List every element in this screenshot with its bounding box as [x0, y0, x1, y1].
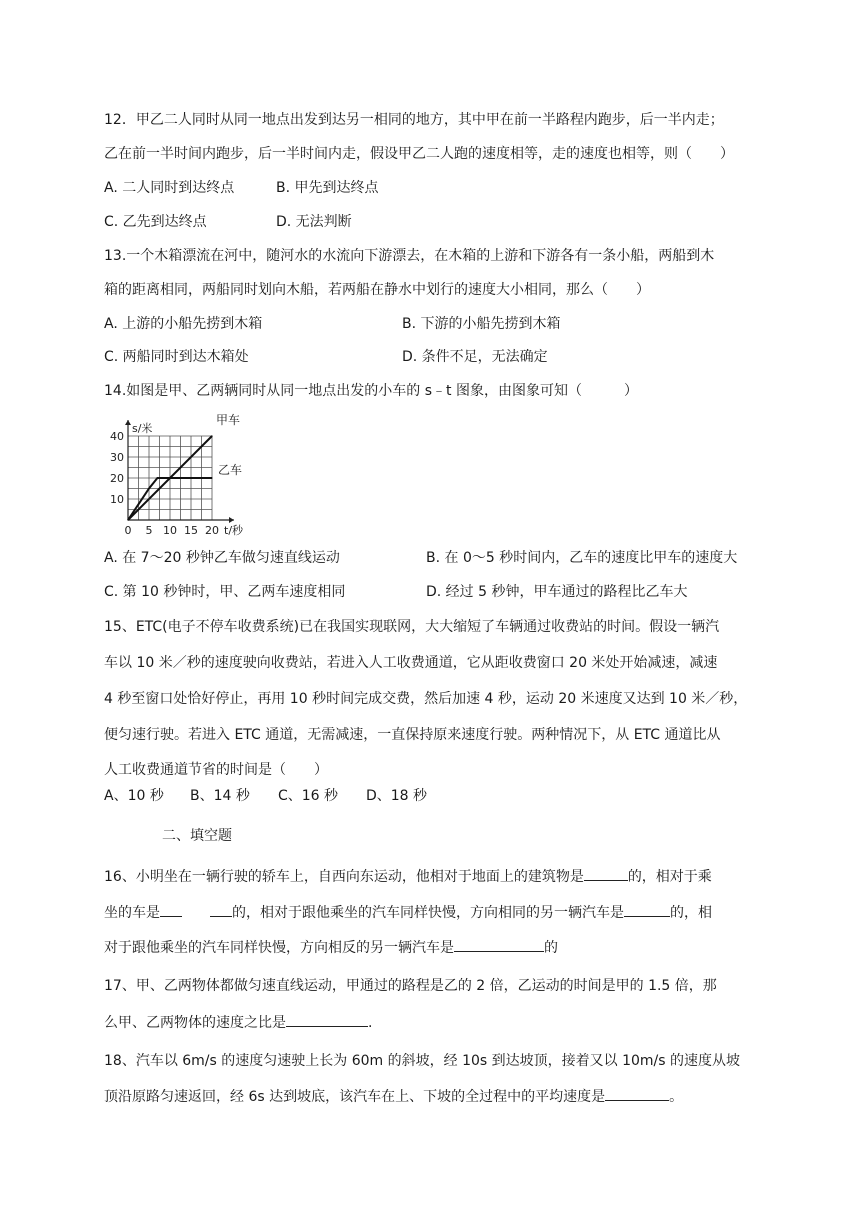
q13-option-d: D. 条件不足，无法确定: [402, 349, 548, 365]
q18-text-2b: 。: [669, 1089, 684, 1105]
q15-option-a: A、10 秒: [104, 788, 164, 804]
x-tick-label: 15: [184, 524, 198, 536]
q17-text-2b: .: [368, 1015, 373, 1031]
q18-blank[interactable]: [605, 1086, 669, 1101]
q14-option-b: B. 在 0～5 秒时间内，乙车的速度比甲车的速度大: [426, 550, 738, 566]
q12-stem-line1: 12．甲乙二人同时从同一地点出发到达另一相同的地方，其中甲在前一半路程内跑步，后一半内走；: [104, 112, 724, 128]
q16-text-2a: 坐的车是: [104, 905, 160, 921]
q17-line1: 17、甲、乙两物体都做匀速直线运动，甲通过的路程是乙的 2 倍，乙运动的时间是甲的 1.5 倍，那: [104, 978, 717, 994]
q12-option-d: D. 无法判断: [276, 214, 352, 230]
q13-option-c: C. 两船同时到达木箱处: [104, 349, 249, 365]
y-axis-arrow: [125, 420, 131, 425]
x-tick-label: 5: [145, 524, 153, 536]
q15-option-b: B、14 秒: [190, 788, 250, 804]
q15-stem-line3: 4 秒至窗口处恰好停止，再用 10 秒时间完成交费，然后加速 4 秒，运动 20 米速度又达到 10 米／秒，: [104, 691, 748, 707]
x-tick-label: 10: [163, 524, 177, 536]
q16-blank-2a[interactable]: [160, 902, 182, 917]
q16-text-3b: 的: [544, 940, 558, 956]
q17-blank[interactable]: [286, 1012, 368, 1027]
q16-text-2c: 的，相: [670, 905, 712, 921]
y-axis-label: s/米: [132, 422, 153, 435]
q15-option-c: C、16 秒: [278, 788, 339, 804]
q16-text-1a: 16、小明坐在一辆行驶的轿车上，自西向东运动，他相对于地面上的建筑物是: [104, 869, 584, 885]
q16-blank-4[interactable]: [454, 937, 544, 952]
q16-text-2b: 的，相对于跟他乘坐的汽车同样快慢，方向相同的另一辆汽车是: [232, 905, 624, 921]
q13-stem-line2: 箱的距离相同，两船同时划向木船，若两船在静水中划行的速度大小相同，那么（ ）: [104, 282, 650, 298]
q12-option-c: C. 乙先到达终点: [104, 214, 207, 230]
q13-option-a: A. 上游的小船先捞到木箱: [104, 316, 263, 332]
q14-stem: 14.如图是甲、乙两辆同时从同一地点出发的小车的 s﹣t 图象，由图象可知（ ）: [104, 383, 638, 399]
q16-blank-1[interactable]: [584, 866, 628, 881]
q18-line1: 18、汽车以 6m/s 的速度匀速驶上长为 60m 的斜坡，经 10s 到达坡顶，接着又以 10m/s 的速度从坡: [104, 1053, 740, 1069]
q18-line2: [104, 1086, 683, 1107]
series-point: [148, 488, 149, 489]
q17-line2: [104, 1012, 372, 1033]
q16-line3: [104, 937, 558, 958]
q16-blank-3[interactable]: [624, 902, 670, 917]
series-point: [211, 435, 212, 436]
q16-text-3a: 对于跟他乘坐的汽车同样快慢，方向相反的另一辆汽车是: [104, 940, 454, 956]
y-tick-label: 40: [110, 430, 124, 443]
q13-option-b: B. 下游的小船先捞到木箱: [402, 316, 561, 332]
x-axis-label: t/秒: [224, 524, 244, 536]
q12-option-a: A. 二人同时到达终点: [104, 180, 235, 196]
q12-stem-line2: 乙在前一半时间内跑步，后一半时间内走，假设甲乙二人跑的速度相等，走的速度也相等，则（ ）: [104, 146, 734, 162]
y-tick-label: 30: [110, 451, 124, 464]
q15-stem-line2: 车以 10 米／秒的速度驶向收费站，若进入人工收费通道，它从距收费窗口 20 米处开始减速，减速: [104, 655, 718, 671]
q15-stem-line5: 人工收费通道节省的时间是（ ）: [104, 762, 328, 778]
series-label-yi: 乙车: [218, 462, 243, 477]
y-tick-label: 10: [110, 493, 124, 506]
q16-line1: [104, 866, 712, 887]
y-tick-label: 20: [110, 472, 124, 485]
x-tick-label: 20: [205, 524, 219, 536]
q13-stem-line1: 13.一个木箱漂流在河中，随河水的水流向下游漂去，在木箱的上游和下游各有一条小船，两船到木: [104, 248, 715, 264]
q14-option-d: D. 经过 5 秒钟，甲车通过的路程比乙车大: [426, 584, 688, 600]
series-point: [157, 477, 158, 478]
q16-blank-2b[interactable]: [210, 902, 232, 917]
series-point: [211, 477, 212, 478]
q15-option-d: D、18 秒: [366, 788, 428, 804]
q14-option-a: A. 在 7～20 秒钟乙车做匀速直线运动: [104, 550, 340, 566]
x-axis-arrow: [229, 517, 234, 523]
series-point: [127, 519, 128, 520]
x-tick-label: 0: [124, 524, 132, 536]
q17-text-2a: 么甲、乙两物体的速度之比是: [104, 1015, 286, 1031]
section-title: 二、填空题: [162, 828, 232, 844]
q16-line2: [104, 902, 712, 923]
series-label-jia: 甲车: [216, 413, 241, 427]
q12-option-b: B. 甲先到达终点: [276, 180, 379, 196]
q18-text-2a: 顶沿原路匀速返回，经 6s 达到坡底，该汽车在上、下坡的全过程中的平均速度是: [104, 1089, 606, 1105]
q16-text-1b: 的，相对于乘: [627, 869, 712, 885]
st-graph: [100, 410, 260, 536]
q15-stem-line4: 便匀速行驶。若进入 ETC 通道，无需减速，一直保持原来速度行驶。两种情况下，从 ETC 通道比从: [104, 727, 721, 743]
q14-option-c: C. 第 10 秒钟时，甲、乙两车速度相同: [104, 584, 346, 600]
q15-stem-line1: 15、ETC(电子不停车收费系统)已在我国实现联网，大大缩短了车辆通过收费站的时间。假设一辆汽: [104, 619, 720, 635]
